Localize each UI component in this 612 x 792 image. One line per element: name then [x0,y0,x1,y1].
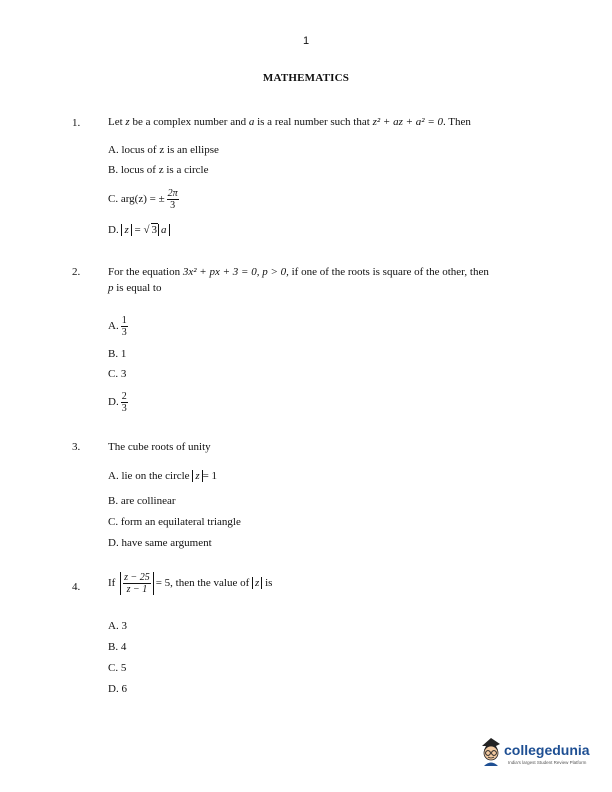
question-1-option-d: D. z = √ 3 a [108,223,170,236]
question-4-option-b: B. 4 [108,641,127,653]
question-2-equation: 3x² + px + 3 = 0, p > 0, [182,266,289,278]
question-3-text: The cube roots of unity [108,441,211,453]
question-3-option-c: C. form an equilateral triangle [108,516,241,528]
collegedunia-logo [478,732,598,776]
question-4-text: If $\frac{z - 25}{z - 1}$ = 5, then the value of z is [108,572,273,595]
question-2-option-d: D. $\frac{2}{3}$ [108,391,127,414]
logo-wordmark: collegedunia [504,742,590,758]
logo-tagline: India's largest Student Review Platform [508,760,587,765]
question-4-number: 4. [72,581,81,593]
option-c-fraction: $\frac{2\pi}{3}$ [167,188,178,211]
question-3-option-a: A. lie on the circle z = 1 [108,470,218,482]
question-1-option-a: A. locus of z is an ellipse [108,144,219,156]
question-2-text: For the equation 3x² + px + 3 = 0, p > 0, if one of the roots is square of the other, then p is equal to [108,266,489,294]
question-1-option-b: B. locus of z is a circle [108,164,209,176]
question-4-option-d: D. 6 [108,683,127,695]
question-2-option-b: B. 1 [108,348,127,360]
question-3-option-d: D. have same argument [108,537,212,549]
question-3-option-b: B. are collinear [108,495,176,507]
page-title: MATHEMATICS [262,72,350,84]
question-1-option-c: C. arg(z) = ± $\frac{2\pi}{3}$ [108,188,178,211]
question-4-fraction: $\frac{z - 25}{z - 1}$ [120,572,154,595]
question-2-number: 2. [72,266,81,278]
question-1-text: Let z be a complex number and a is a real number such that z² + az + a² = 0. Then [108,116,471,128]
question-4-option-c: C. 5 [108,662,127,674]
page-number: 1 [302,35,310,47]
student-mascot-icon [478,736,504,768]
question-2-option-a: A. $\frac{1}{3}$ [108,315,127,338]
question-4-option-a: A. 3 [108,620,127,632]
question-1-number: 1. [72,117,81,129]
question-3-number: 3. [72,441,81,453]
question-2-option-c: C. 3 [108,368,127,380]
question-1-equation: z² + az + a² = 0 [372,116,443,128]
